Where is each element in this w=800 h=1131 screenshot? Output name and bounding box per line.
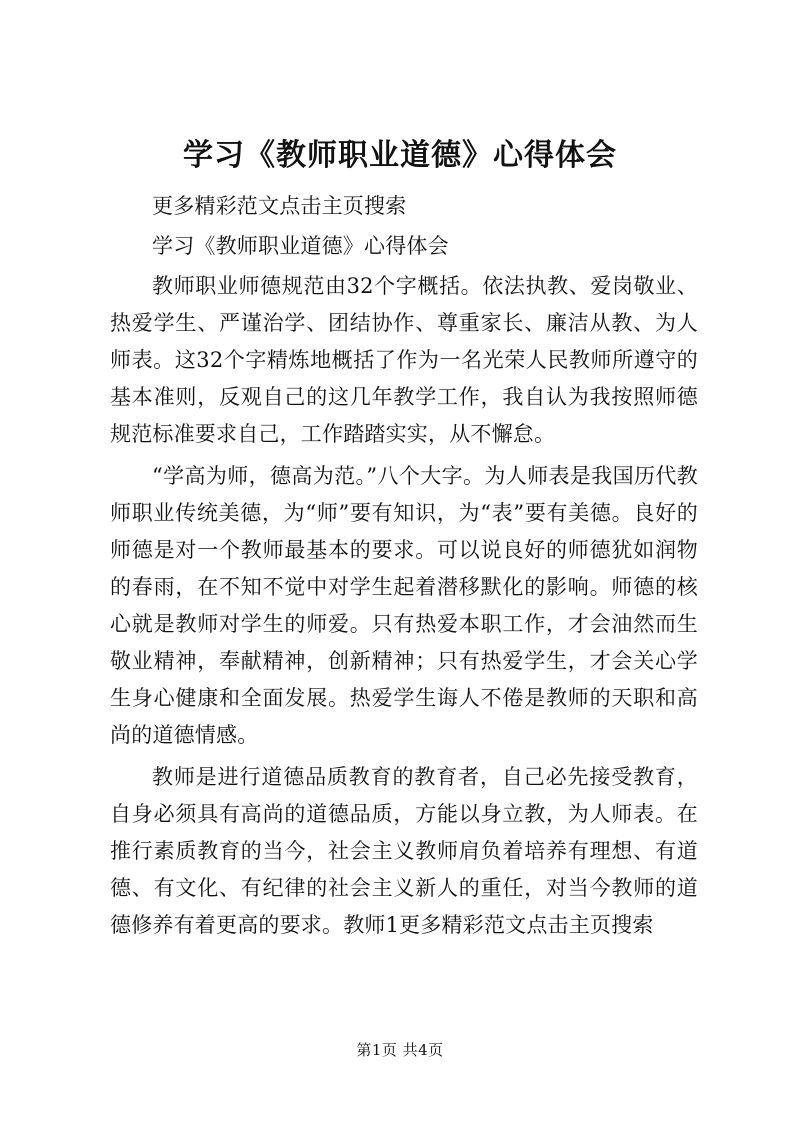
document-body [110, 188, 698, 949]
paragraph-2: “学高为师，德高为范。”八个大字。为人师表是我国历代教师职业传统美德，为“师”要有知识，为“表”要有美德。良好的师德是对一个教师最基本的要求。可以说良好的师德犹如润物的春雨，在不知不觉中对学生起着潜移默化的影响。师德的核心就是教师对学生的师爱。只有热爱本职工作，才会油然而生敬业精神，奉献精神，创新精神；只有热爱学生，才会关心学生身心健康和全面发展。热爱学生诲人不倦是教师的天职和高尚的道德情感。 [110, 464, 698, 747]
page-title: 学习《教师职业道德》心得体会 [183, 138, 617, 173]
page-number-footer: 第1页 共4页 [356, 1041, 444, 1059]
paragraph-3: 教师是进行道德品质教育的教育者，自己必先接受教育，自身必须具有高尚的道德品质，方能以身立教，为人师表。在推行素质教育的当今，社会主义教师肩负着培养有理想、有道德、有文化、有纪律的社会主义新人的重任，对当今教师的道德修养有着更高的要求。教师1更多精彩范文点击主页搜索 [110, 765, 698, 937]
paragraph-1: 教师职业师德规范由32个字概括。依法执教、爱岗敬业、热爱学生、严谨治学、团结协作、尊重家长、廉洁从教、为人师表。这32个字精炼地概括了作为一名光荣人民教师所遵守的基本准则，反观自己的这几年教学工作，我自认为我按照师德规范标准要求自己，工作踏踏实实，从不懈怠。 [110, 274, 698, 446]
promo-line: 更多精彩范文点击主页搜索 [152, 194, 407, 218]
subtitle-line: 学习《教师职业道德》心得体会 [152, 234, 449, 258]
